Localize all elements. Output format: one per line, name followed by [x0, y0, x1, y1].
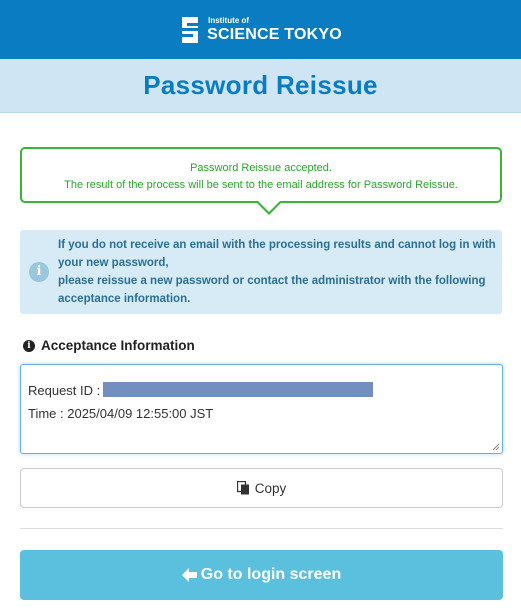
request-id-label: Request ID : — [28, 383, 101, 398]
acceptance-section-title: Acceptance Information — [41, 338, 195, 353]
time-row: Time : 2025/04/09 12:55:00 JST — [28, 406, 214, 421]
divider — [20, 528, 503, 529]
info-alert — [20, 230, 502, 314]
copy-icon — [237, 481, 250, 495]
success-line-2: The result of the process will be sent to the email address for Password Reissue. — [64, 179, 458, 191]
success-line-1: Password Reissue accepted. — [190, 162, 332, 174]
logo-mark-icon — [179, 14, 201, 46]
institution-logo[interactable] — [179, 14, 342, 46]
success-alert-pointer-fill — [258, 201, 280, 212]
info-line-3: please reissue a new password or contact the administrator with the following — [58, 275, 486, 287]
go-to-login-button[interactable] — [20, 550, 503, 600]
arrow-left-icon — [182, 568, 197, 582]
info-line-4: acceptance information. — [58, 293, 191, 305]
copy-button[interactable] — [20, 468, 503, 508]
go-to-login-label: Go to login screen — [200, 566, 342, 583]
request-id-redacted — [103, 382, 373, 397]
copy-button-label: Copy — [254, 480, 287, 496]
page-title: Password Reissue — [143, 70, 378, 100]
page-title-band — [0, 59, 521, 113]
request-id-row — [28, 379, 495, 402]
info-circle-icon: i — [29, 262, 49, 282]
info-line-2: your new password, — [58, 257, 169, 269]
resize-handle-icon[interactable] — [492, 443, 500, 451]
site-header — [0, 0, 521, 59]
info-circle-icon: i — [23, 340, 35, 352]
info-line-1: If you do not receive an email with the processing results and cannot log in with — [58, 239, 496, 251]
logo-subtitle: Institute of — [208, 15, 249, 25]
acceptance-section-header — [23, 338, 195, 353]
logo-title: SCIENCE TOKYO — [207, 25, 342, 43]
acceptance-info-textarea[interactable] — [20, 364, 503, 454]
success-alert — [20, 147, 502, 203]
